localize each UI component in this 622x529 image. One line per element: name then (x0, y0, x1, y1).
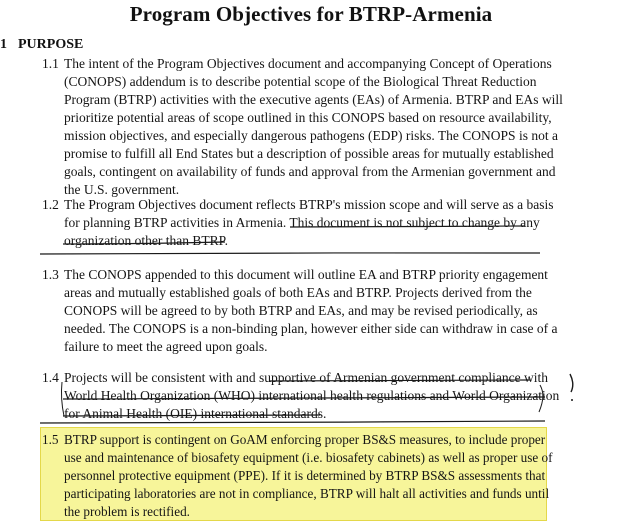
paragraph-text (64, 369, 559, 423)
text-line: for planning BTRP activities in Armenia. This document is not subject to change by any (64, 215, 540, 230)
text-line: personnel protective equipment (PPE). If it is determined by BTRP BS&S assessments that (64, 468, 546, 483)
text-line: the U.S. government. (64, 182, 180, 197)
text-line: (CONOPS) addendum is to describe potential scope of the Biological Threat Reduction (64, 74, 537, 89)
pen-dot (571, 399, 573, 401)
text-line: use and maintenance of biosafety equipment (i.e. biosafety cabinets) as well as proper use of (64, 450, 553, 465)
text-line: participating laboratories are not in compliance, BTRP will halt all activities and funds until (64, 486, 550, 501)
text-line: CONOPS will be agreed to by both BTRP and EAs, and may be revised periodically, as (64, 303, 538, 318)
text-line: Program (BTRP) activities with the executive agents (EAs) of Armenia. BTRP and EAs will (64, 92, 563, 107)
text-line: failure to meet the agreed upon goals. (64, 339, 268, 354)
pen-underline (40, 253, 540, 254)
text-line: for Animal Health (OIE) international standards. (64, 406, 327, 421)
text-line: The intent of the Program Objectives document and accompanying Concept of Operations (64, 56, 552, 71)
text-line: The CONOPS appended to this document will outline EA and BTRP priority engagement (64, 267, 548, 282)
text-line: mission objectives, and especially dangerous pathogens (EDP) risks. The CONOPS is not a (64, 128, 558, 143)
text-line: prioritize potential areas of scope outlined in this CONOPS based on resource availability, (64, 110, 552, 125)
section-number: 1 (0, 37, 7, 52)
pen-bracket (570, 374, 573, 392)
paragraph-number: 1.4 (42, 370, 59, 385)
paragraph-number: 1.1 (42, 56, 59, 71)
text-line: The Program Objectives document reflects BTRP's mission scope and will serve as a basis (64, 197, 554, 212)
text-line: BTRP support is contingent on GoAM enforcing proper BS&S measures, to include proper (64, 432, 546, 447)
paragraph-text (64, 196, 553, 250)
text-line: promise to fulfill all End States but a description of possible areas for mutually established (64, 146, 554, 161)
text-line: goals, contingent on availability of funds and approval from the Armenian government and (64, 164, 556, 179)
section-heading: PURPOSE (18, 37, 84, 52)
paragraph-text (64, 431, 553, 521)
paragraph-text (64, 266, 558, 356)
paragraph-number: 1.3 (42, 267, 59, 282)
text-line: Projects will be consistent with and supportive of Armenian government compliance with (64, 370, 549, 385)
paragraph-number: 1.2 (42, 197, 59, 212)
text-line: areas and mutually established goals of both EAs and BTRP. Projects derived from the (64, 285, 532, 300)
text-line: organization other than BTRP. (64, 233, 228, 248)
paragraph-number: 1.5 (42, 432, 59, 447)
text-line: the problem is rectified. (64, 504, 190, 519)
paragraph-text (64, 55, 563, 199)
page-title: Program Objectives for BTRP-Armenia (129, 2, 493, 26)
text-line: needed. The CONOPS is a non-binding plan, however either side can withdraw in case of a (64, 321, 558, 336)
text-line: World Health Organization (WHO) international health regulations and World Organization (64, 388, 560, 403)
